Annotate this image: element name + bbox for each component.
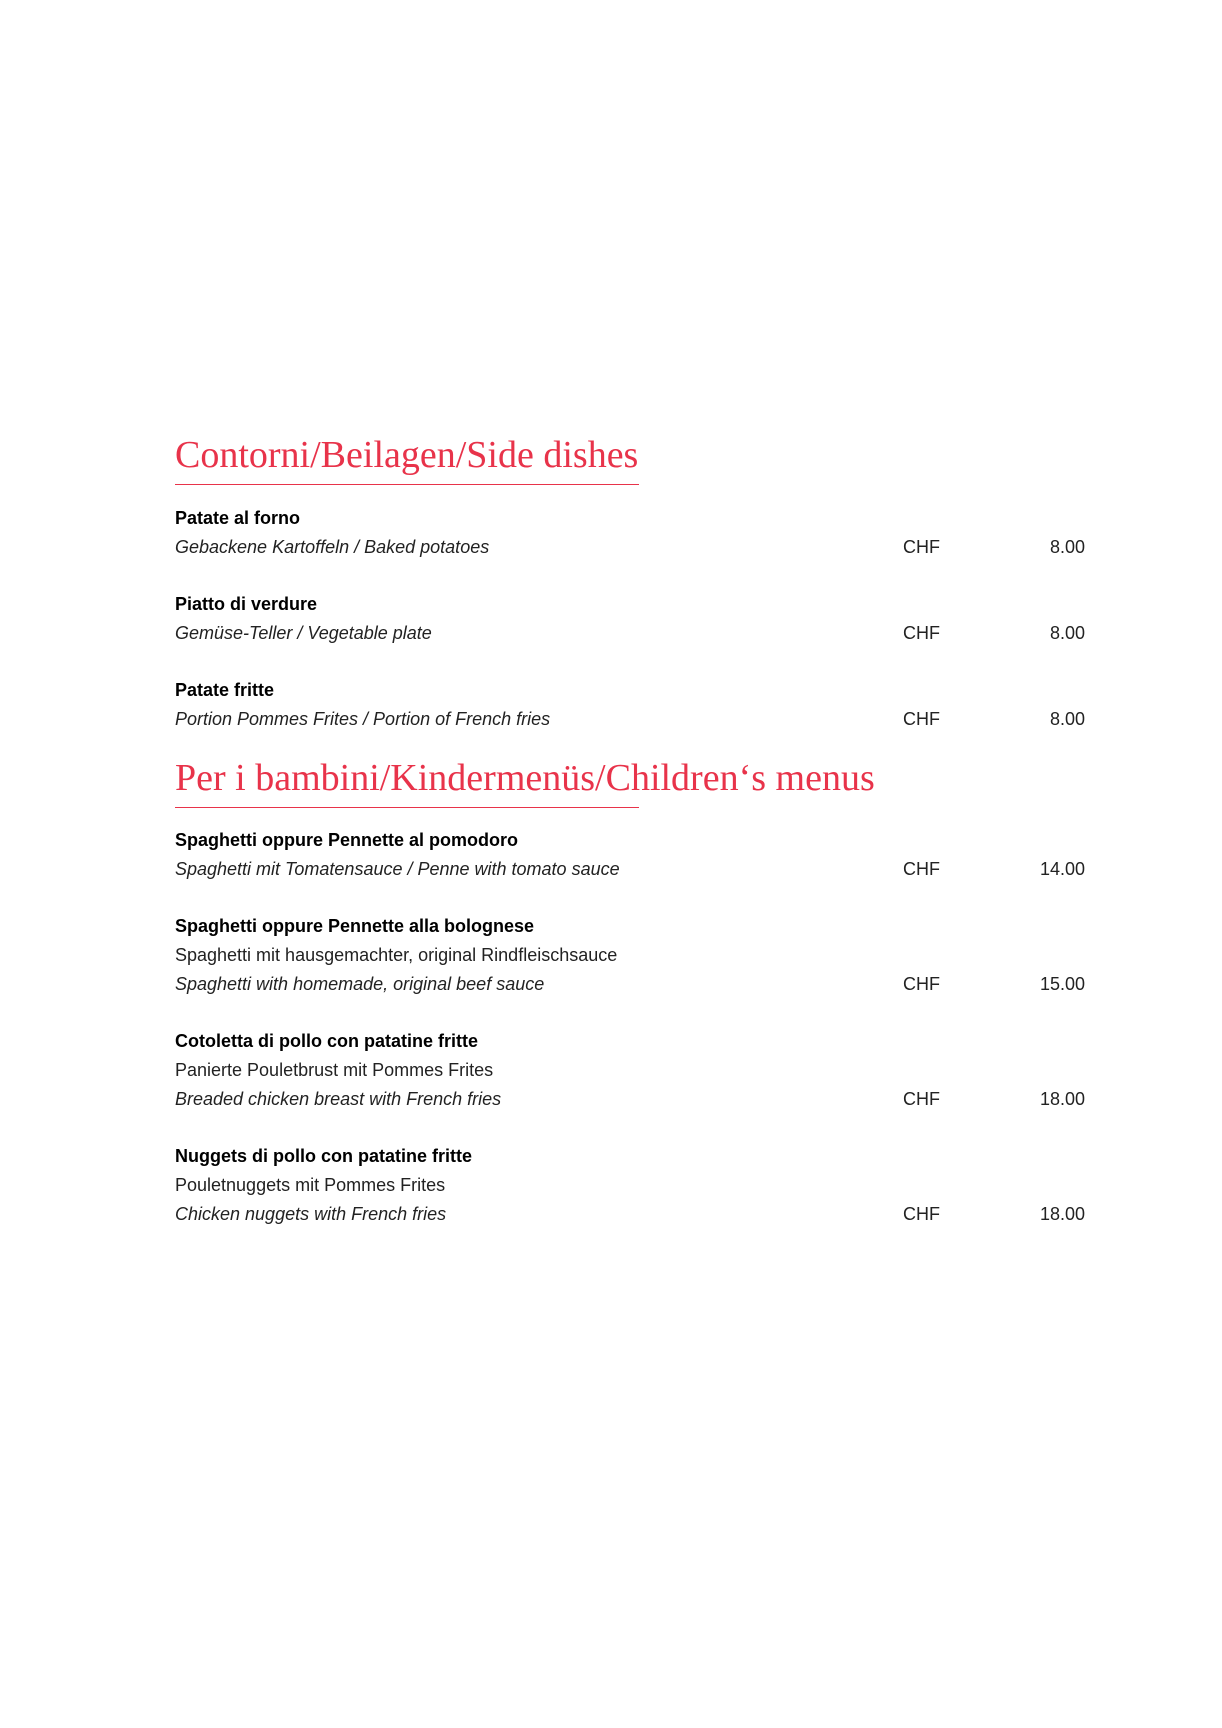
item-description-de: Spaghetti mit hausgemachter, original Rindfleischsauce <box>175 945 618 965</box>
item-description: Spaghetti mit Tomatensauce / Penne with tomato sauce <box>175 859 620 879</box>
item-name: Cotoletta di pollo con patatine fritte <box>175 1031 478 1051</box>
item-name: Spaghetti oppure Pennette alla bolognese <box>175 916 535 936</box>
item-price: 18.00 <box>1039 1204 1085 1224</box>
item-description: Portion Pommes Frites / Portion of French fries <box>175 709 551 729</box>
item-description-en: Breaded chicken breast with French fries <box>175 1089 502 1109</box>
menu-item <box>175 1027 1085 1114</box>
menu-item <box>175 590 1085 648</box>
item-price: 8.00 <box>1049 537 1085 557</box>
section-divider <box>175 807 639 808</box>
item-currency: CHF <box>903 709 940 729</box>
item-currency: CHF <box>903 974 940 994</box>
item-name: Piatto di verdure <box>175 594 318 614</box>
menu-item <box>175 912 1085 999</box>
item-name: Patate al forno <box>175 508 301 528</box>
item-description-en: Chicken nuggets with French fries <box>175 1204 447 1224</box>
item-currency: CHF <box>903 623 940 643</box>
menu-item <box>175 826 1085 884</box>
item-price: 8.00 <box>1049 709 1085 729</box>
item-currency: CHF <box>903 537 940 557</box>
section-title-side-dishes: Contorni/Beilagen/Side dishes <box>175 434 639 476</box>
item-currency: CHF <box>903 1204 940 1224</box>
item-name: Spaghetti oppure Pennette al pomodoro <box>175 830 519 850</box>
item-price: 8.00 <box>1049 623 1085 643</box>
item-currency: CHF <box>903 1089 940 1109</box>
item-currency: CHF <box>903 859 940 879</box>
menu-item <box>175 1142 1085 1229</box>
item-name: Patate fritte <box>175 680 275 700</box>
menu-item <box>175 676 1085 734</box>
section-divider <box>175 484 639 485</box>
item-price: 15.00 <box>1039 974 1085 994</box>
menu-item <box>175 504 1085 562</box>
item-price: 14.00 <box>1039 859 1085 879</box>
item-description: Gebackene Kartoffeln / Baked potatoes <box>175 537 490 557</box>
item-name: Nuggets di pollo con patatine fritte <box>175 1146 472 1166</box>
item-description: Gemüse-Teller / Vegetable plate <box>175 623 432 643</box>
item-price: 18.00 <box>1039 1089 1085 1109</box>
item-description-de: Panierte Pouletbrust mit Pommes Frites <box>175 1060 494 1080</box>
section-title-childrens-menus: Per i bambini/Kindermenüs/Children‘s menus <box>175 757 875 799</box>
item-description-de: Pouletnuggets mit Pommes Frites <box>175 1175 446 1195</box>
item-description-en: Spaghetti with homemade, original beef sauce <box>175 974 545 994</box>
